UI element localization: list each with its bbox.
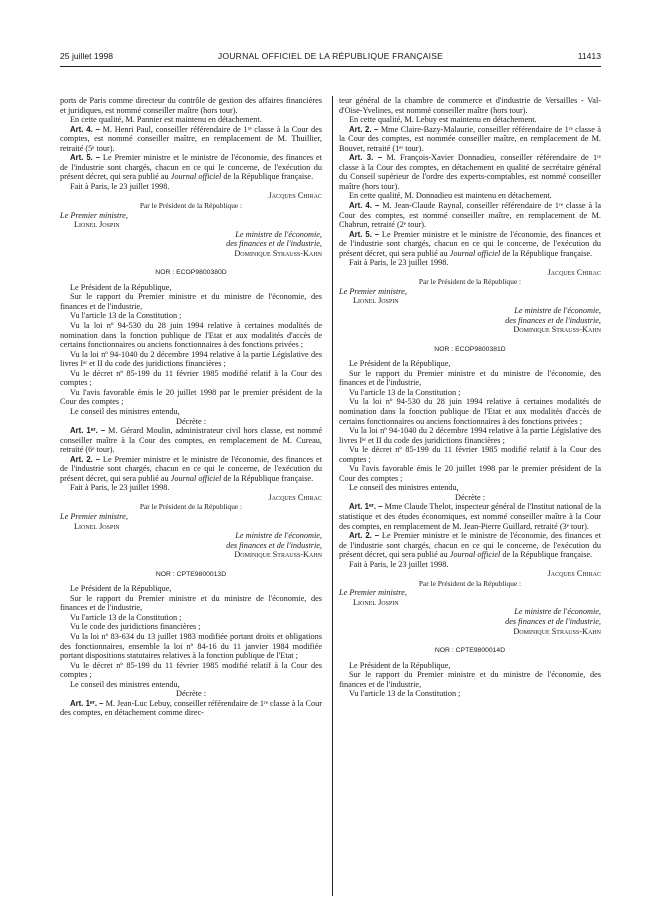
premier-ministre-title: Le Premier ministre, [339,286,407,296]
article-label: Art. 1ᵉʳ. – [349,502,383,512]
right-column [339,96,601,699]
article-text: de la République française. [221,172,314,182]
paragraph: En cette qualité, M. Lebuy est maintenu en détachement. [349,115,537,125]
article-label: Art. 2. – [349,531,380,541]
header-title: JOURNAL OFFICIEL DE LA RÉPUBLIQUE FRANÇAISE [217,51,444,61]
paragraph: Vu l'avis favorable émis le 20 juillet 1998 par le premier président de la Cour des comptes ; [339,464,601,483]
signature-president: Jacques Chirac [547,267,601,277]
premier-ministre-name: Lionel Jospin [74,220,120,230]
minister-name: Dominique Strauss-Kahn [234,550,322,560]
premier-ministre-title: Le Premier ministre, [60,511,128,521]
article-4 [339,201,601,230]
article-text: M. Gérard Moulin, administrateur civil hors classe, est nommé conseiller maître à la Cour des comptes, en remplacement de M. Cureau, retraité (6ᵉ tour). [60,426,322,455]
premier-ministre-title: Le Premier ministre, [339,588,407,598]
paragraph: Sur le rapport du Premier ministre et du ministre de l'économie, des finances et de l'industrie, [339,670,601,689]
fait-a-paris: Fait à Paris, le 23 juillet 1998. [349,559,449,569]
minister-title: Le ministre de l'économie, [514,306,601,316]
article-label: Art. 5. – [349,229,380,239]
paragraph: Le Président de la République, [70,584,172,594]
header-date: 25 juillet 1998 [60,51,114,61]
paragraph: Le Président de la République, [70,282,172,292]
article-text: Le Premier ministre et le ministre de l'économie, des finances et de l'industrie sont chargés, chacun en ce qui le concerne, de l'exécution du présent décret, qui sera publié au [339,531,601,560]
paragraph: Le conseil des ministres entendu, [70,679,180,689]
article-text: M. Jean-Claude Raynal, conseiller référendaire de 1ʳᵉ classe à la Cour des comptes, est nommé conseiller maître, en remplacement de M. Chabrun, retraité (2ᵉ tour). [339,201,601,230]
premier-ministre-name: Lionel Jospin [353,296,399,306]
journal-officiel: Journal officiel [449,248,501,258]
premier-ministre-name: Lionel Jospin [74,521,120,531]
article-1 [60,699,322,718]
article-text: Mme Claude Thelot, inspecteur général de l'Institut national de la statistique et des études économiques, est nommé conseiller maître à la Cour des comptes, en remplacement de M. Jean-Pierre Guillard, retraité (3ᵉ tour). [339,502,601,531]
premier-ministre-title: Le Premier ministre, [60,210,128,220]
paragraph: Vu l'article 13 de la Constitution ; [70,612,182,622]
paragraph: Sur le rapport du Premier ministre et du ministre de l'économie, des finances et de l'industrie, [339,368,601,388]
paragraph: En cette qualité, M. Pannier est maintenu en détachement. [70,115,262,125]
article-label: Art. 2. – [349,124,379,134]
article-5 [339,230,601,259]
par-le-president: Par le Président de la République : [418,578,522,588]
article-1 [60,426,322,455]
article-2 [339,125,601,154]
journal-officiel: Journal officiel [170,172,222,182]
paragraph: Vu le décret nº 85-199 du 11 février 1985 modifié relatif à la Cour des comptes ; [60,368,322,388]
article-label: Art. 2. – [70,454,101,464]
journal-officiel: Journal officiel [449,550,501,560]
decrete-heading: Décrète : [176,416,206,426]
article-text: Le Premier ministre et le ministre de l'économie, des finances et de l'industrie sont chargés, chacun en ce qui le concerne, de l'exécution du présent décret, qui sera publié au [60,153,322,182]
article-text: Le Premier ministre et le ministre de l'économie, des finances et de l'industrie sont chargés, chacun en ce qui le concerne, de l'exécution du présent décret, qui sera publié au [339,229,601,258]
article-4 [60,125,322,154]
par-le-president: Par le Président de la République : [418,277,522,287]
article-label: Art. 5. – [70,153,101,163]
paragraph: ports de Paris comme directeur du contrôle de gestion des affaires financières et juridiques, est nommé conseiller maître (hors tour). [60,96,322,115]
par-le-president: Par le Président de la République : [139,201,243,211]
minister-title: Le ministre de l'économie, [235,531,322,541]
article-text: M. François-Xavier Donnadieu, conseiller référendaire de 1ʳᵉ classe à la Cour des comptes, en détachement en qualité de secrétaire général du Conseil supérieur de l'ordre des experts-comptables, est nommé conseiller maître (hors tour). [339,153,601,191]
decrete-heading: Décrète : [176,689,206,699]
paragraph: Vu la loi nº 94-530 du 28 juin 1994 relative à certaines modalités de nomination dans la fonction publique de l'Etat et aux modalités d'accès de certains fonctionnaires ou anciens fonctionnaires à des fonctions privées ; [339,397,601,426]
minister-title: des finances et de l'industrie, [505,315,601,325]
paragraph: Vu la loi nº 94-1040 du 2 décembre 1994 relative à la partie Législative des livres Iᵉʳ et II du code des juridictions financières ; [60,349,322,369]
page-header [60,51,601,67]
fait-a-paris: Fait à Paris, le 23 juillet 1998. [70,483,170,493]
article-text: de la République française. [500,248,593,258]
article-text: de la République française. [221,473,314,483]
minister-name: Dominique Strauss-Kahn [513,626,601,636]
premier-ministre-name: Lionel Jospin [353,597,399,607]
article-text: M. Henri Paul, conseiller référendaire de 1ʳᵉ classe à la Cour des comptes, est nommé conseiller maître, en remplacement de M. Thuillier, retraité (5ᵉ tour). [60,124,322,153]
minister-title: des finances et de l'industrie, [226,239,322,249]
paragraph: Sur le rapport du Premier ministre et du ministre de l'économie, des finances et de l'industrie, [60,593,322,613]
decrete-heading: Décrète : [455,492,485,502]
article-label: Art. 4. – [70,124,100,134]
paragraph: Vu l'article 13 de la Constitution ; [70,311,182,321]
paragraph: Le Président de la République, [349,359,451,369]
header-rule [60,66,601,67]
paragraph: Vu le code des juridictions financières ; [70,622,201,632]
minister-name: Dominique Strauss-Kahn [234,248,322,258]
article-label: Art. 1ᵉʳ. – [70,698,104,708]
article-text: Mme Claire-Bazy-Malaurie, conseiller référendaire de 1ʳᵉ classe à la Cour des comptes, est nommée conseiller maître, en remplacement de M. Bouvet, retraité (1ᵉʳ tour). [339,124,601,153]
column-divider [332,96,333,896]
journal-officiel: Journal officiel [170,473,222,483]
minister-title: des finances et de l'industrie, [505,616,601,626]
paragraph: En cette qualité, M. Donnadieu est maintenu en détachement. [349,191,552,201]
article-3 [339,153,601,191]
nor-reference: NOR : ECOP9800381D [434,345,506,353]
fait-a-paris: Fait à Paris, le 23 juillet 1998. [349,258,449,268]
paragraph: Vu la loi nº 94-1040 du 2 décembre 1994 relative à la partie Législative des livres Iᵉʳ et II du code des juridictions financières ; [339,426,601,445]
article-5 [60,153,322,182]
paragraph: Sur le rapport du Premier ministre et du ministre de l'économie, des finances et de l'industrie, [60,292,322,311]
paragraph: Vu le décret nº 85-199 du 11 février 1985 modifié relatif à la Cour des comptes ; [339,445,601,464]
paragraph: Le conseil des ministres entendu, [349,483,459,493]
article-1 [339,502,601,531]
fait-a-paris: Fait à Paris, le 23 juillet 1998. [70,181,170,191]
nor-reference: NOR : ECOP9800380D [155,269,227,277]
article-2 [339,531,601,560]
paragraph: Vu la loi nº 83-634 du 13 juillet 1983 modifiée portant droits et obligations des fonctionnaires, ensemble la loi nº 84-16 du 11 janvier 1984 modifiée portant dispositions statutaires relatives à la fonction publique de l'Etat ; [60,631,322,661]
nor-reference: NOR : CPTE9800013D [155,570,227,578]
paragraph: Vu l'avis favorable émis le 20 juillet 1998 par le premier président de la Cour des comptes ; [60,387,322,407]
article-label: Art. 1ᵉʳ. – [70,426,106,436]
par-le-president: Par le Président de la République : [139,502,243,512]
signature-president: Jacques Chirac [268,191,322,201]
article-label: Art. 3. – [349,153,383,163]
signature-president: Jacques Chirac [268,492,322,502]
article-text: de la République française. [500,550,593,560]
article-label: Art. 4. – [349,201,380,211]
paragraph: Vu la loi nº 94-530 du 28 juin 1994 relative à certaines modalités de nomination dans la fonction publique de l'Etat et aux modalités d'accès de certains fonctionnaires ou anciens fonctionnaires à des fonctions privées ; [60,321,322,350]
minister-title: des finances et de l'industrie, [226,540,322,550]
minister-title: Le ministre de l'économie, [235,229,322,239]
article-text: M. Jean-Luc Lebuy, conseiller référendaire de 1ʳᵉ classe à la Cour des comptes, en détachement comme direc- [60,698,322,718]
article-text: Le Premier ministre et le ministre de l'économie, des finances et de l'industrie sont chargés, chacun en ce qui le concerne, de l'exécution du présent décret, qui sera publié au [60,454,322,483]
article-2 [60,455,322,484]
signature-president: Jacques Chirac [547,569,601,579]
paragraph: Le Président de la République, [349,660,451,670]
minister-name: Dominique Strauss-Kahn [513,325,601,335]
header-page-number: 11413 [577,51,601,61]
paragraph: Vu l'article 13 de la Constitution ; [349,689,461,699]
paragraph: Vu l'article 13 de la Constitution ; [349,387,461,397]
nor-reference: NOR : CPTE9800014D [434,647,506,655]
paragraph: teur général de la chambre de commerce et d'industrie de Versailles - Val-d'Oise-Yvelines, est nommé conseiller maître (hors tour). [339,96,601,115]
left-column [60,96,322,718]
paragraph: Vu le décret nº 85-199 du 11 février 1985 modifié relatif à la Cour des comptes ; [60,660,322,680]
paragraph: Le conseil des ministres entendu, [70,406,180,416]
minister-title: Le ministre de l'économie, [514,607,601,617]
